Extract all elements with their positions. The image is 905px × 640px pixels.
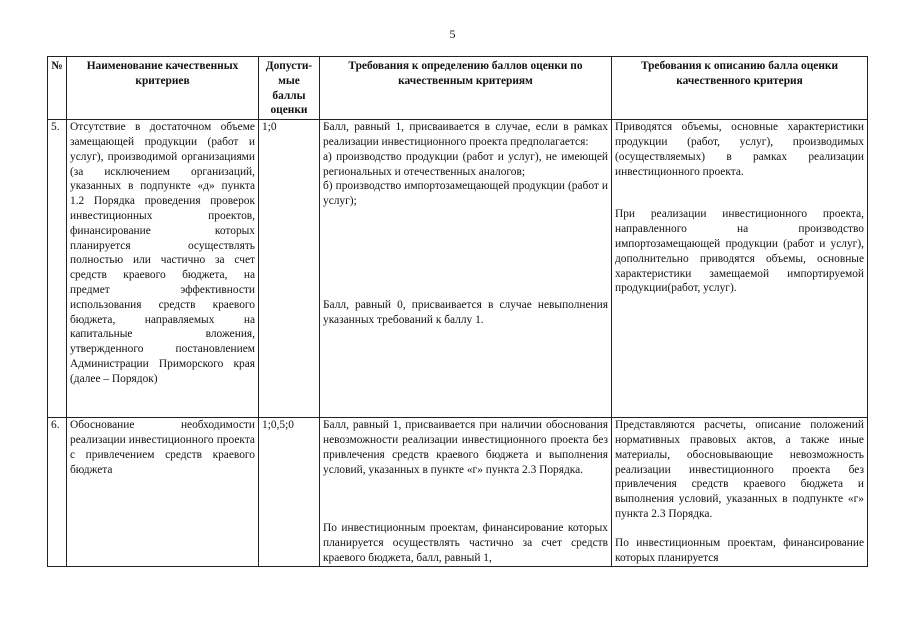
allowed-points: 1;0,5;0 <box>259 418 320 567</box>
spacer <box>323 209 608 298</box>
description-text: Приводятся объемы, основные характеристики продукции (работ, услуг), производимых (осуществляемых) в рамках реализации инвестиционного проекта. <box>615 121 864 178</box>
criterion-name: Отсутствие в достаточном объеме замещающей продукции (работ и услуг), производимой организациями (за исключением организаций, указанных в подпункте «д» пункта 1.2 Порядка проведения проверок инвестиционных проектов, финансирование которых планируется осуществлять полностью или частично за счет средств краевого бюджета, на предмет эффективности использования средств краевого бюджета, направляемых на капитальные вложения, утвержденного постановлением Администрации Приморского края (далее – Порядок) <box>67 120 259 418</box>
scoring-requirements <box>320 418 612 567</box>
score-description <box>612 418 868 567</box>
criteria-table <box>47 56 868 567</box>
spacer <box>323 477 608 521</box>
description-text: При реализации инвестиционного проекта, направленного на производство импортозамещающей продукции (работ и услуг), дополнительно приводятся объемы, основные характеристики замещаемой импортируемой продукции(работ, услуг). <box>615 208 864 295</box>
page-number: 5 <box>449 27 456 41</box>
spacer <box>615 179 864 207</box>
spacer <box>615 522 864 536</box>
table-header-row <box>48 57 868 120</box>
requirement-text: По инвестиционным проектам, финансирование которых планируется осуществлять частично за счет средств краевого бюджета, балл, равный 1, <box>323 522 608 564</box>
header-points: Допусти-мые баллы оценки <box>259 57 320 120</box>
table-row <box>48 418 868 567</box>
criterion-name: Обоснование необходимости реализации инвестиционного проекта с привлечением средств краевого бюджета <box>67 418 259 567</box>
allowed-points: 1;0 <box>259 120 320 418</box>
requirement-text: б) производство импортозамещающей продукции (работ и услуг); <box>323 180 608 208</box>
header-description: Требования к описанию балла оценки качественного критерия <box>612 57 868 120</box>
header-num: № <box>48 57 67 120</box>
table-row <box>48 120 868 418</box>
header-requirements: Требования к определению баллов оценки по качественным критериям <box>320 57 612 120</box>
score-description <box>612 120 868 418</box>
requirement-text: Балл, равный 1, присваивается при наличии обоснования невозможности реализации инвестиционного проекта без привлечения средств краевого бюджета и выполнения условий, указанных в пункте «г» пункта 2.3 Порядка. <box>323 419 608 476</box>
requirement-text: Балл, равный 1, присваивается в случае, если в рамках реализации инвестиционного проекта предполагается: <box>323 121 608 148</box>
row-num: 5. <box>48 120 67 418</box>
description-text: По инвестиционным проектам, финансирование которых планируется <box>615 536 864 564</box>
requirement-text: Балл, равный 0, присваивается в случае невыполнения указанных требований к баллу 1. <box>323 298 608 326</box>
scoring-requirements <box>320 120 612 418</box>
requirement-text: а) производство продукции (работ и услуг), не имеющей региональных и отечественных аналогов; <box>323 150 608 178</box>
row-num: 6. <box>48 418 67 567</box>
description-text: Представляются расчеты, описание положений нормативных правовых актов, а также иные материалы, обосновывающие невозможность реализации инвестиционного проекта без привлечения средств краевого бюджета и выполнения условий, указанных в подпункте «г» пункта 2.3 Порядка. <box>615 419 864 520</box>
header-name: Наименование качественных критериев <box>67 57 259 120</box>
